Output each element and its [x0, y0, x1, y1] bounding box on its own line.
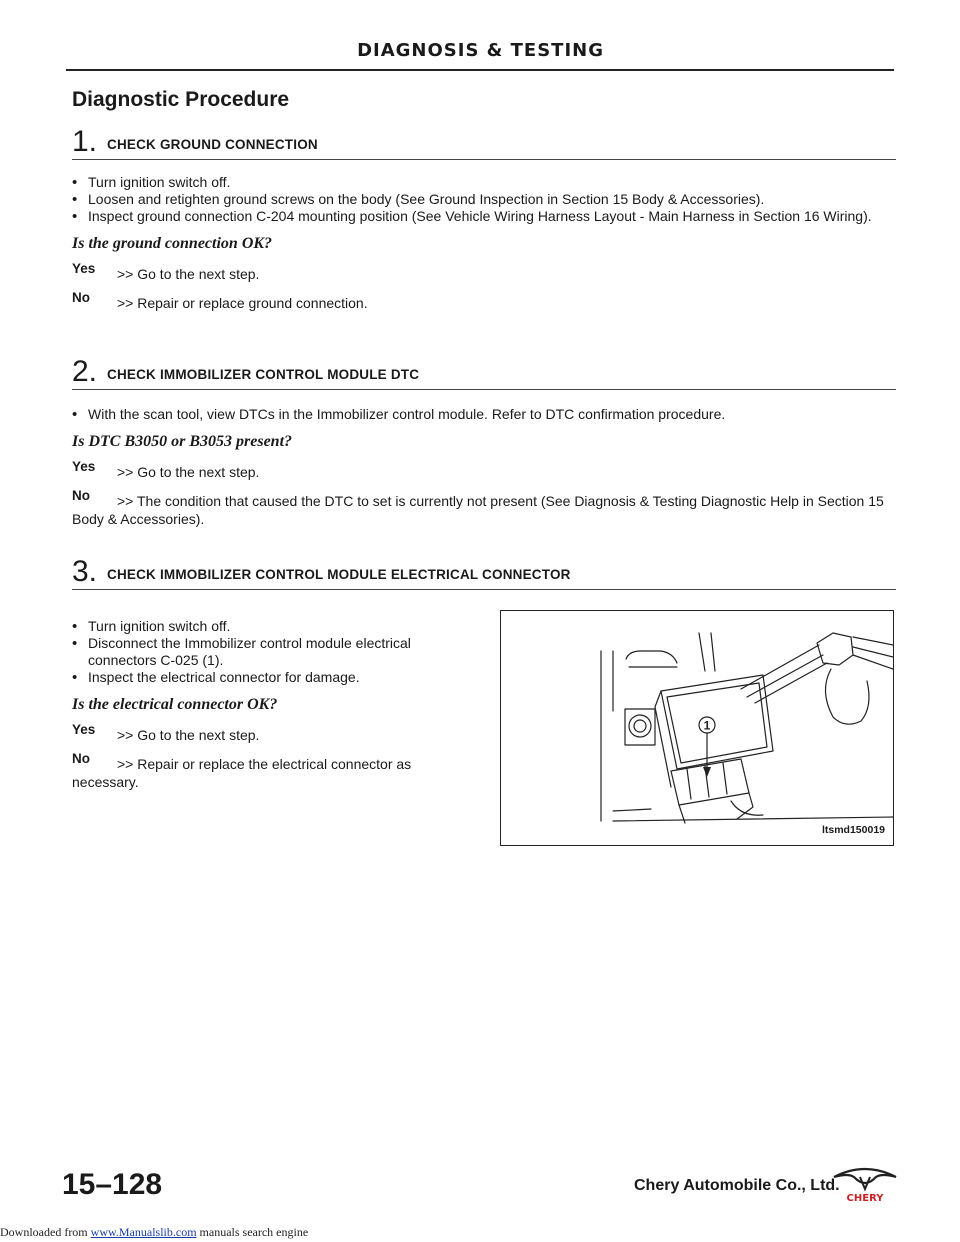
immobilizer-module-illustration	[500, 610, 894, 846]
no-text: >> Repair or replace ground connection.	[117, 295, 368, 311]
bullet-item: • Disconnect the Immobilizer control module electrical connectors C-025 (1).	[72, 635, 464, 669]
step-heading	[72, 555, 896, 590]
step-number: 2.	[72, 355, 98, 388]
no-answer	[72, 290, 896, 312]
bullet-item: • Inspect the electrical connector for damage.	[72, 669, 464, 686]
bullet-item: • Loosen and retighten ground screws on the body (See Ground Inspection in Section 15 Body & Accessories).	[72, 191, 896, 208]
yes-answer	[72, 722, 464, 744]
no-label: No	[72, 488, 90, 503]
yes-label: Yes	[72, 261, 96, 276]
yes-text: >> Go to the next step.	[117, 727, 260, 743]
no-text: >> Repair or replace the electrical connector as necessary.	[72, 756, 412, 790]
no-answer	[72, 488, 896, 528]
bullet-item: • Inspect ground connection C-204 mounting position (See Vehicle Wiring Harness Layout - Main Harness in Section 16 Wiring).	[72, 208, 896, 225]
step-heading	[72, 125, 896, 160]
chery-logo-icon	[830, 1163, 900, 1205]
step-2	[72, 355, 896, 528]
step-question: Is the electrical connector OK?	[72, 696, 278, 713]
module-line-drawing	[501, 611, 893, 845]
step-title: CHECK GROUND CONNECTION	[107, 137, 318, 152]
bullet-list	[72, 406, 896, 423]
step-heading	[72, 355, 896, 390]
procedure-title: Diagnostic Procedure	[72, 88, 290, 111]
yes-answer	[72, 459, 896, 481]
yes-text: >> Go to the next step.	[117, 266, 260, 282]
yes-answer	[72, 261, 896, 283]
step-question: Is the ground connection OK?	[72, 235, 273, 252]
step-question: Is DTC B3050 or B3053 present?	[72, 433, 293, 450]
bullet-item: • With the scan tool, view DTCs in the Immobilizer control module. Refer to DTC confirmation procedure.	[72, 406, 896, 423]
no-text: >> The condition that caused the DTC to set is currently not present (See Diagnosis & Testing Diagnostic Help in Section 15 Body & Accessories).	[72, 493, 884, 527]
yes-label: Yes	[72, 722, 96, 737]
bullet-list	[72, 174, 896, 225]
logo-wordmark: CHERY	[846, 1193, 884, 1204]
callout-1: 1	[703, 718, 711, 733]
yes-text: >> Go to the next step.	[117, 464, 260, 480]
header-rule	[66, 69, 894, 71]
no-answer	[72, 751, 464, 791]
download-suffix: manuals search engine	[196, 1225, 309, 1239]
step-title: CHECK IMMOBILIZER CONTROL MODULE ELECTRICAL CONNECTOR	[107, 567, 571, 582]
step-1	[72, 125, 896, 312]
bullet-item: • Turn ignition switch off.	[72, 174, 896, 191]
section-header: DIAGNOSIS & TESTING	[357, 40, 604, 61]
no-label: No	[72, 290, 90, 305]
step-number: 3.	[72, 555, 98, 588]
bullet-item: • Turn ignition switch off.	[72, 618, 464, 635]
page-number: 15–128	[62, 1168, 163, 1201]
download-prefix: Downloaded from	[0, 1225, 91, 1239]
download-footer	[0, 1225, 308, 1240]
step-title: CHECK IMMOBILIZER CONTROL MODULE DTC	[107, 367, 420, 382]
step-number: 1.	[72, 125, 98, 158]
bullet-list	[72, 618, 464, 686]
no-label: No	[72, 751, 90, 766]
manualslib-link[interactable]: www.Manualslib.com	[90, 1225, 197, 1239]
figure-id: ltsmd150019	[821, 824, 885, 836]
yes-label: Yes	[72, 459, 96, 474]
company-name: Chery Automobile Co., Ltd.	[634, 1177, 840, 1194]
step-3-text-column	[72, 618, 464, 791]
